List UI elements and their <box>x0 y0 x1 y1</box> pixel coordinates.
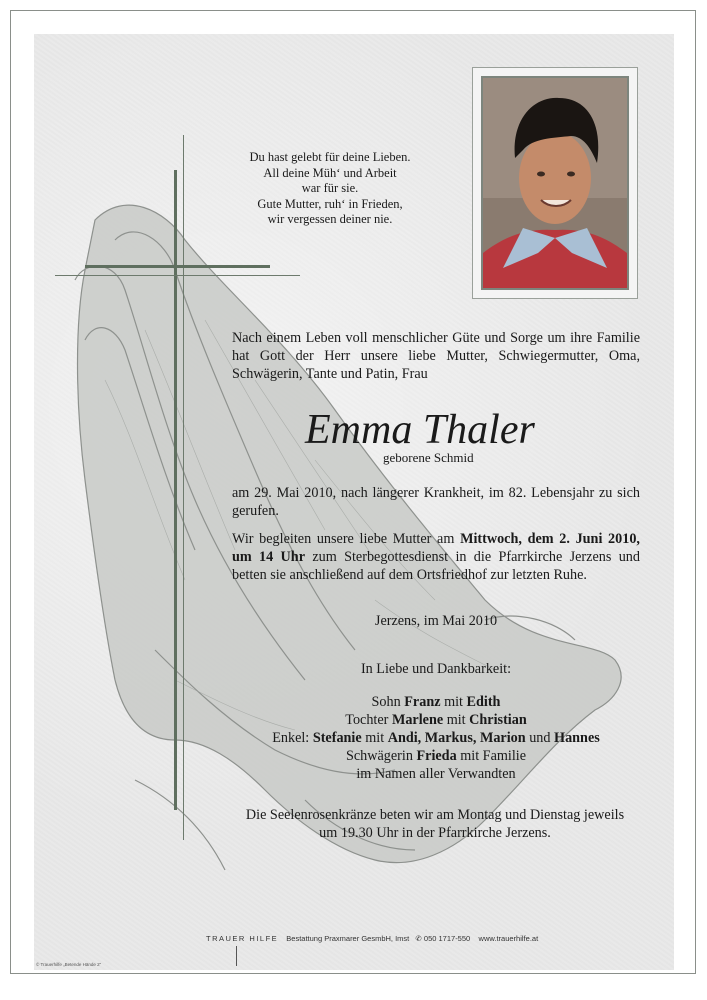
trauerhilfe-logo: TRAUER HILFE <box>206 934 279 943</box>
death-notice: am 29. Mai 2010, nach längerer Krankheit, im 82. Lebensjahr zu sich gerufen. <box>232 485 640 519</box>
birth-name: geborene Schmid <box>383 450 474 465</box>
poem-line: war für sie. <box>301 181 359 195</box>
cross-horizontal-thin <box>55 275 300 276</box>
intro-text: Nach einem Leben voll menschlicher Güte und Sorge um ihre Familie hat Gott der Herr unsere liebe Mutter, Schwiegermutter, Oma, Schwägerin, Tante und Patin, Frau <box>232 330 640 382</box>
poem <box>215 150 445 228</box>
family-text: mit <box>440 694 467 710</box>
family-member: Marlene <box>391 712 444 728</box>
poem-line: wir vergessen deiner nie. <box>267 212 393 226</box>
family-text: Enkel: <box>272 730 313 746</box>
poem-line: Du hast gelebt für deine Lieben. <box>249 150 411 164</box>
family-member: Frieda <box>416 748 457 764</box>
funeral-notice <box>232 530 640 584</box>
family-member: Franz <box>404 694 441 710</box>
family-list <box>232 693 640 783</box>
family-member: Andi, Markus, Marion <box>387 730 526 746</box>
cross-horizontal-thick <box>85 265 270 268</box>
family-member: Christian <box>469 712 527 728</box>
family-sister-in-law <box>232 747 640 765</box>
logo-divider <box>236 946 237 966</box>
funeral-text: zum Sterbegottesdienst in die Pfarrkirche Jerzens und betten sie anschließend auf dem Ortsfriedhof zur letzten Ruhe. <box>232 549 640 583</box>
family-text: Tochter <box>345 712 392 728</box>
footer-company: Bestattung Praxmarer GesmbH, Imst <box>286 934 410 943</box>
footer-phone: 050 1717-550 <box>423 934 471 943</box>
family-relatives: im Namen aller Verwandten <box>356 766 516 782</box>
family-text: Sohn <box>371 694 405 710</box>
family-grandchildren <box>232 729 640 747</box>
footer-website[interactable]: www.trauerhilfe.at <box>478 934 539 943</box>
funeral-date: Mittwoch, dem 2. Juni 2010, um 14 Uhr <box>232 531 640 565</box>
family-member: Stefanie <box>312 730 362 746</box>
place-date: Jerzens, im Mai 2010 <box>374 613 498 629</box>
deceased-name: Emma Thaler <box>305 407 535 453</box>
poem-line: Gute Mutter, ruh‘ in Frieden, <box>257 196 403 211</box>
family-text: mit Familie <box>456 748 527 764</box>
image-credit: © Trauerhilfe „Betende Hände 2“ <box>36 962 102 967</box>
thanks-line: In Liebe und Dankbarkeit: <box>360 661 512 677</box>
family-text: mit <box>361 730 388 746</box>
funeral-text: Wir begleiten unsere liebe Mutter am <box>232 531 461 547</box>
family-text: Schwägerin <box>345 748 417 764</box>
portrait-frame <box>472 67 638 299</box>
rosary-line: um 19.30 Uhr in der Pfarrkirche Jerzens. <box>319 825 551 841</box>
family-daughter <box>232 711 640 729</box>
family-text: mit <box>443 712 470 728</box>
rosary-notice <box>215 806 655 842</box>
family-text: und <box>525 730 555 746</box>
footer <box>206 934 538 943</box>
family-son <box>232 693 640 711</box>
family-member: Edith <box>466 694 501 710</box>
poem-line: All deine Müh‘ und Arbeit <box>263 165 397 180</box>
portrait-photo <box>481 76 629 290</box>
rosary-line: Die Seelenrosenkränze beten wir am Montag und Dienstag jeweils <box>245 807 625 823</box>
phone-icon: ✆ <box>415 934 422 943</box>
cross-vertical-thin <box>183 135 184 840</box>
family-member: Hannes <box>554 730 600 746</box>
